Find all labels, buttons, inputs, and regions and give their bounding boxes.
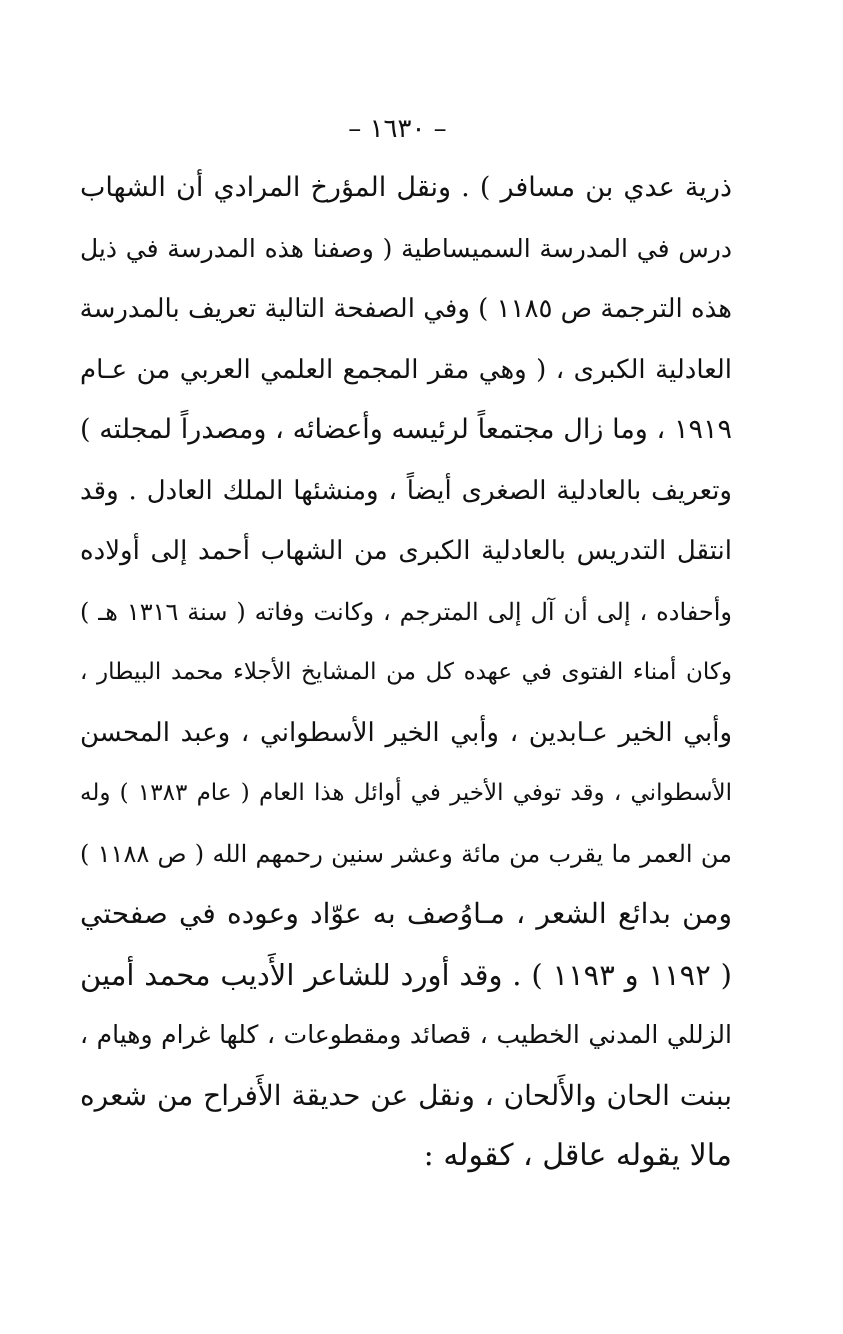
text-line: ١٩١٩ ، وما زال مجتمعاً لرئيسه وأعضائه ، ومصدراً لمجلته ) (80, 414, 732, 445)
text-line: ( ١١٩٢ و ١١٩٣ ) . وقد أورد للشاعر الأَديب محمد أمين (80, 957, 732, 992)
text-line: العادلية الكبرى ، ( وهي مقر المجمع العلمي العربي من عـام (80, 354, 732, 385)
text-line: الزللي المدني الخطيب ، قصائد ومقطوعات ، كلها غرام وهيام ، (80, 1020, 732, 1049)
text-line: مالا يقوله عاقل ، كقوله : (423, 1138, 732, 1173)
text-line: وتعريف بالعادلية الصغرى أيضاً ، ومنشئها الملك العادل . وقد (80, 475, 732, 506)
text-line: ببنت الحان والأَلحان ، ونقل عن حديقة الأَفراح من شعره (80, 1078, 732, 1112)
body-text (80, 160, 732, 1189)
text-line: درس في المدرسة السميساطية ( وصفنا هذه المدرسة في ذيل (80, 233, 732, 263)
text-line: الأسطواني ، وقد توفي الأخير في أوائل هذا العام ( عام ١٣٨٣ ) وله (80, 780, 732, 806)
text-line: وكان أمناء الفتوى في عهده كل من المشايخ الأجلاء محمد البيطار ، (80, 659, 732, 685)
text-line: انتقل التدريس بالعادلية الكبرى من الشهاب أحمد إلى أولاده (80, 536, 732, 566)
text-line: وأبي الخير عـابدين ، وأبي الخير الأسطواني ، وعبد المحسن (80, 717, 732, 748)
text-line: وأحفاده ، إلى أن آل إلى المترجم ، وكانت وفاته ( سنة ١٣١٦ هـ ) (80, 597, 732, 626)
text-line: من العمر ما يقرب من مائة وعشر سنين رحمهم الله ( ص ١١٨٨ ) (80, 839, 732, 868)
text-line: ومن بدائع الشعر ، مـاوُصف به عوّاد وعوده في صفحتي (80, 897, 732, 930)
page-number: – ١٦٣٠ – (348, 114, 447, 144)
text-line: هذه الترجمة ص ١١٨٥ ) وفي الصفحة التالية تعريف بالمدرسة (80, 294, 732, 324)
text-line: ذرية عدي بن مسافر ) . ونقل المؤرخ المرادي أن الشهاب (80, 172, 732, 203)
